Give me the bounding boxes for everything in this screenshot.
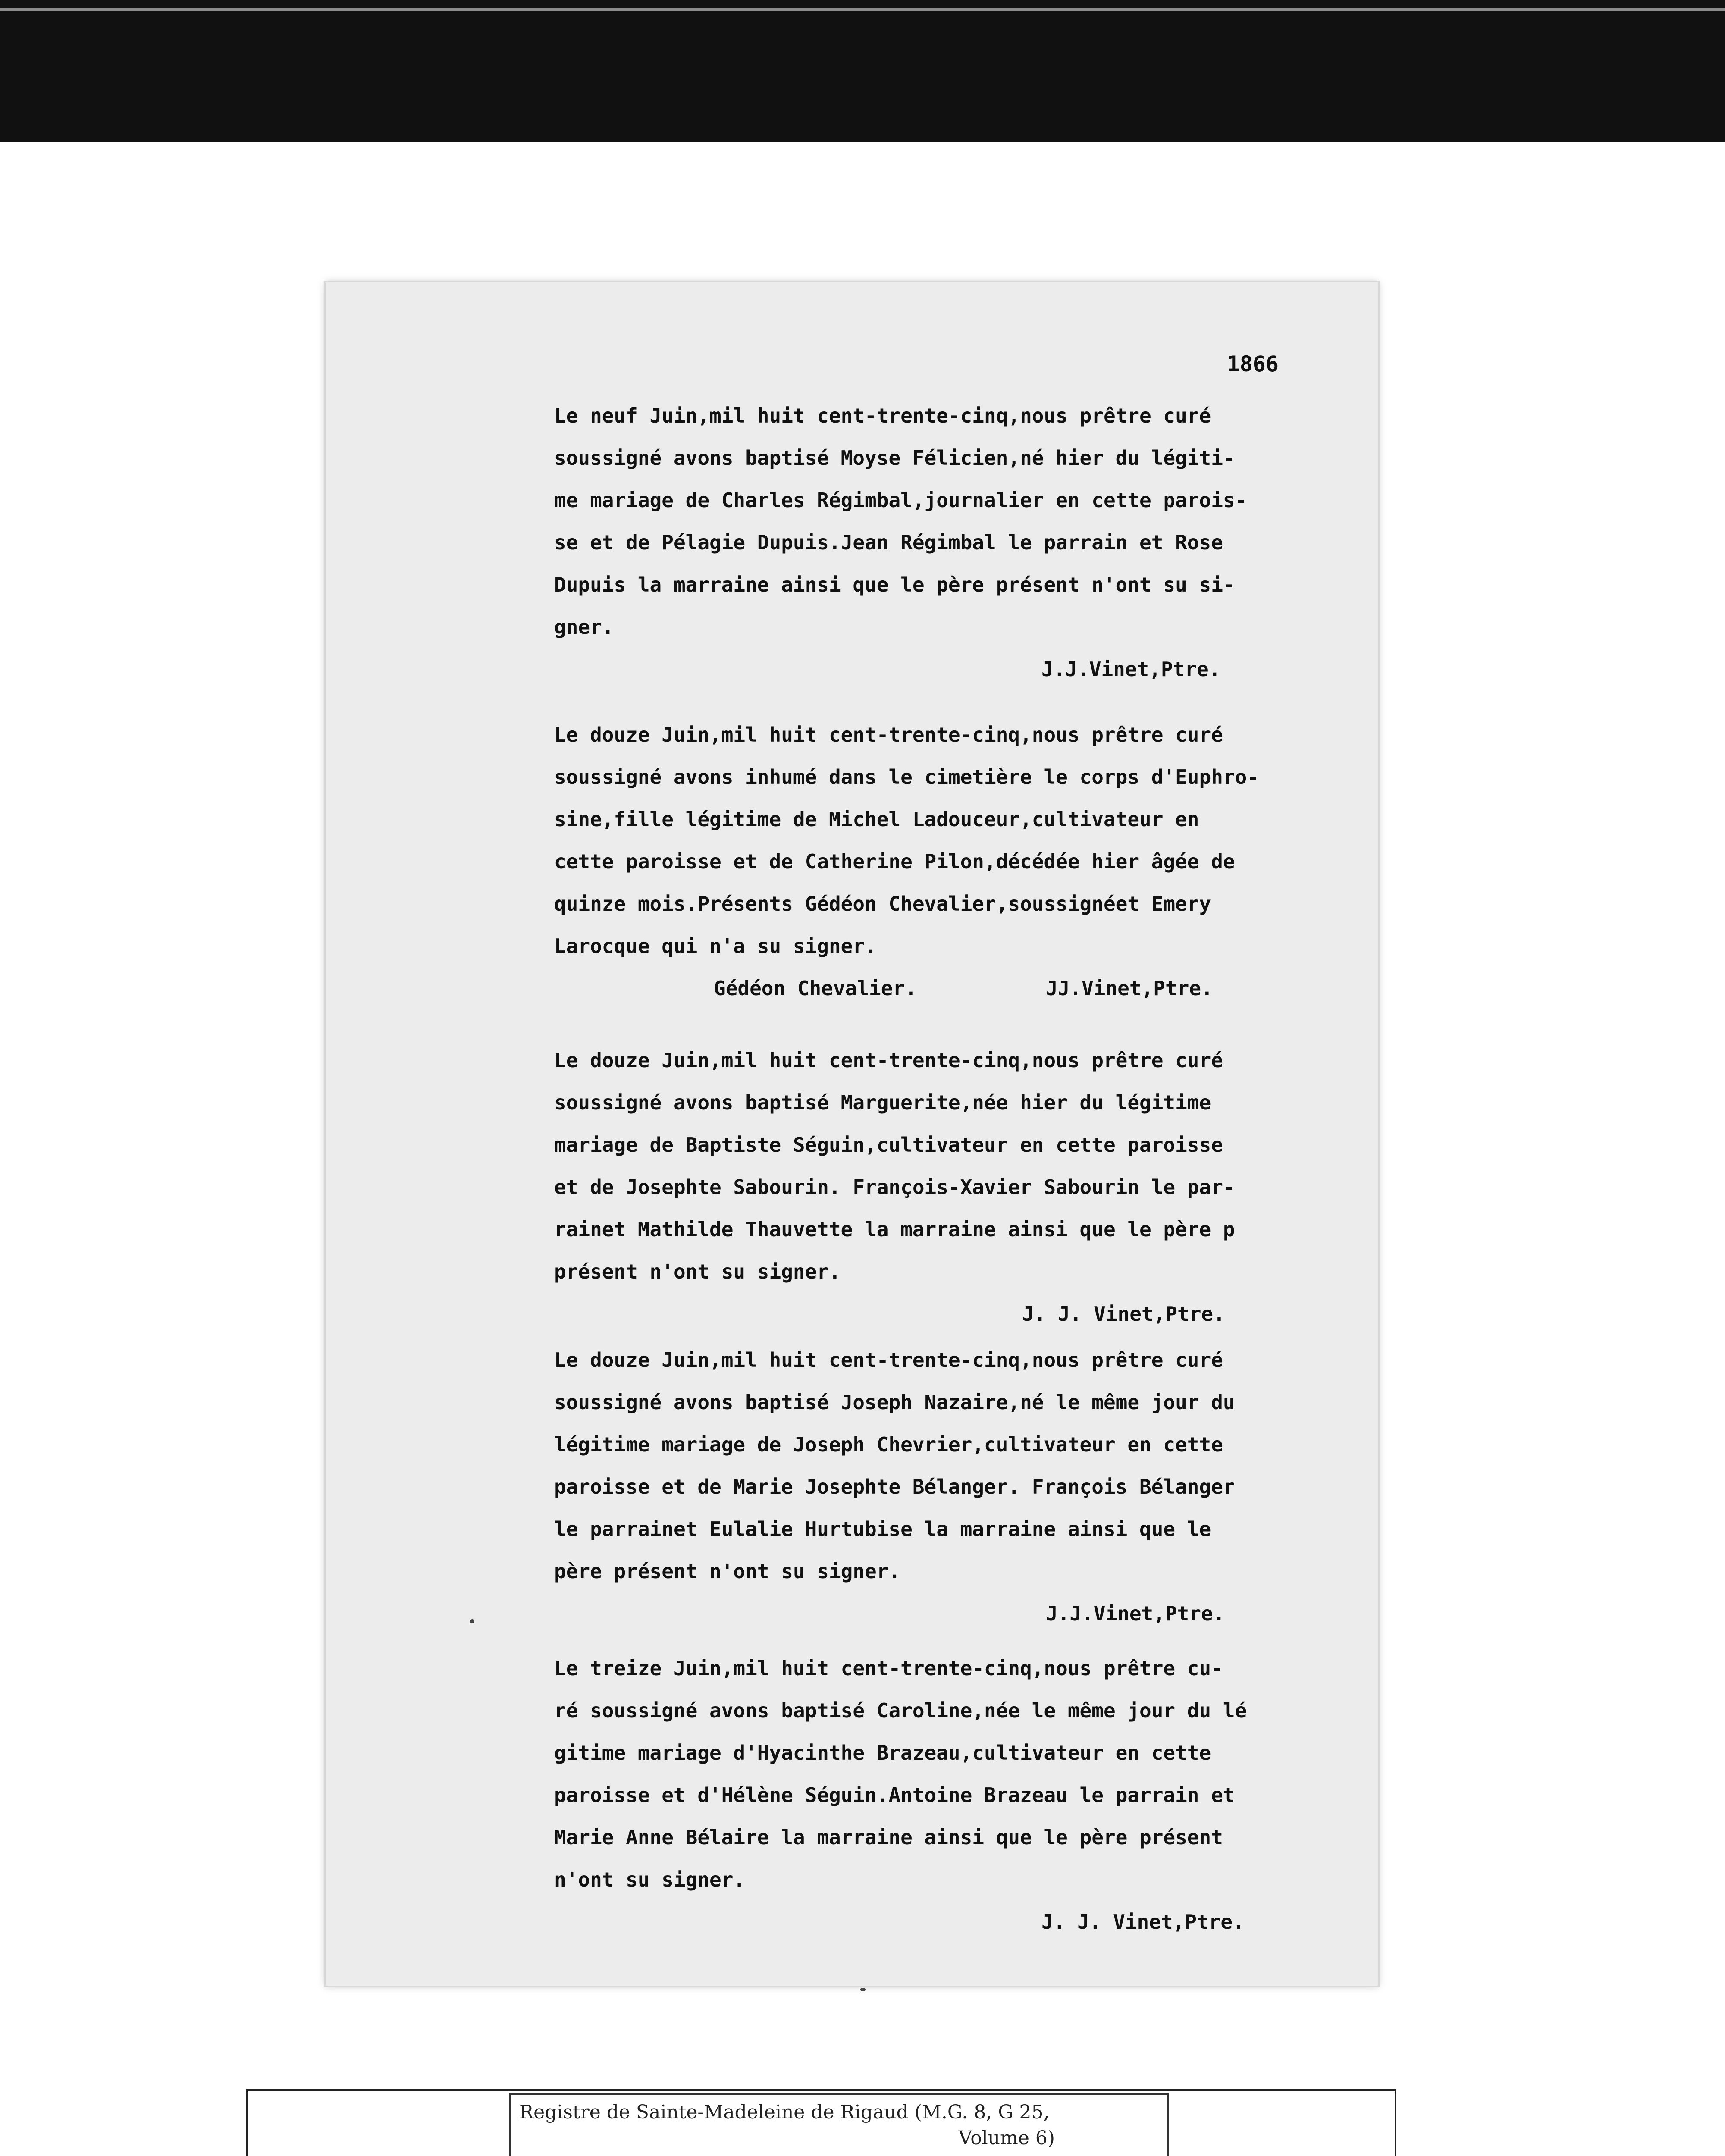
register-entry-5 (554, 1647, 1408, 1943)
register-entry-3 (554, 1039, 1408, 1335)
signature-vinet: J. J. Vinet,Ptre. (1041, 1910, 1245, 1934)
signature-row (554, 1901, 1408, 1943)
register-entry-2 (554, 714, 1408, 1009)
register-page (326, 282, 1378, 1986)
register-entry-4 (554, 1339, 1408, 1635)
signature-vinet: J. J. Vinet,Ptre. (1022, 1302, 1225, 1326)
signature-vinet: J.J.Vinet,Ptre. (1041, 658, 1221, 681)
entry-text: Le neuf Juin,mil huit cent-trente-cinq,nous prêtre curé soussigné avons baptisé Moyse Félicien,né hier du légiti- me mariage de Charles Régimbal,journalier en cette parois- se et de Pélagie Dupuis.Jean Régimbal le parrain et Rose Dupuis la marraine ainsi que le père présent n'ont su si- gner. (554, 404, 1247, 639)
microfilm-top-band (0, 0, 1725, 142)
entry-text: Le douze Juin,mil huit cent-trente-cinq,nous prêtre curé soussigné avons baptisé Joseph Nazaire,né le même jour du légitime mariage de Joseph Chevrier,cultivateur en cette paroisse et de Marie Josephte Bélanger. François Bélanger le parrainet Eulalie Hurtubise la marraine ainsi que le père présent n'ont su signer. (554, 1348, 1235, 1583)
signature-chevalier: Gédéon Chevalier. (714, 977, 917, 1000)
reference-strip (509, 2093, 1169, 2156)
microfilm-edge-line (0, 8, 1725, 11)
page-number: 1866 (1226, 351, 1279, 376)
reference-line: Registre de Sainte-Madeleine de Rigaud (M.G. 8, G 25, (519, 2101, 1050, 2123)
reference-volume: Volume 6) (958, 2127, 1055, 2149)
signature-row (554, 1592, 1408, 1635)
entry-text: Le douze Juin,mil huit cent-trente-cinq,nous prêtre curé soussigné avons baptisé Marguerite,née hier du légitime mariage de Baptiste Séguin,cultivateur en cette paroisse et de Josephte Sabourin. François-Xavier Sabourin le par- rainet Mathilde Thauvette la marraine ainsi que le père p présent n'ont su signer. (554, 1049, 1235, 1283)
signature-row (554, 1293, 1408, 1335)
register-entry-1 (554, 395, 1408, 690)
entry-text: Le treize Juin,mil huit cent-trente-cinq,nous prêtre cu- ré soussigné avons baptisé Caroline,née le même jour du lé gitime mariage d'Hyacinthe Brazeau,cultivateur en cette paroisse et d'Hélène Séguin.Antoine Brazeau le parrain et Marie Anne Bélaire la marraine ainsi que le père présent n'ont su signer. (554, 1657, 1247, 1891)
signature-row (554, 648, 1408, 690)
film-speck (860, 1988, 866, 1991)
signature-vinet: JJ.Vinet,Ptre. (1046, 977, 1213, 1000)
signature-vinet: J.J.Vinet,Ptre. (1046, 1602, 1225, 1625)
signature-row (554, 967, 1408, 1009)
entry-text: Le douze Juin,mil huit cent-trente-cinq,nous prêtre curé soussigné avons inhumé dans le cimetière le corps d'Euphro- sine,fille légitime de Michel Ladouceur,cultivateur en cette paroisse et de Catherine Pilon,décédée hier âgée de quinze mois.Présents Gédéon Chevalier,soussignéet Emery Larocque qui n'a su signer. (554, 723, 1259, 958)
film-speck (470, 1619, 474, 1623)
